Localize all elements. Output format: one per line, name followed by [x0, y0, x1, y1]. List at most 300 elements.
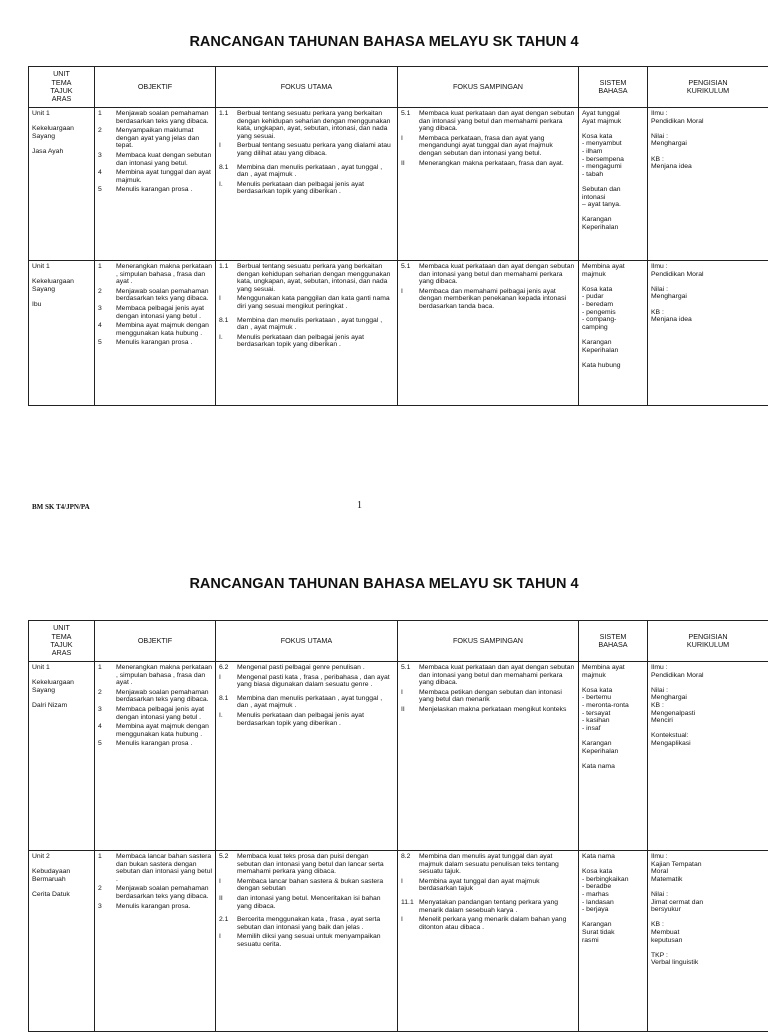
item-number: 1.1	[219, 110, 237, 140]
list-item	[98, 689, 212, 704]
table-row	[29, 108, 768, 261]
list-item	[219, 317, 394, 332]
item-number: 2	[98, 885, 116, 900]
list-item	[401, 160, 575, 168]
text-line	[582, 679, 644, 687]
item-text: Mengenal pasti kata , frasa , peribahasa , dan ayat yang biasa digunakan dalam sesuatu genre .	[237, 674, 394, 689]
text-line	[32, 883, 91, 891]
cell-unit	[29, 851, 95, 1032]
text-line: Kosa kata	[582, 286, 644, 294]
list-item	[98, 706, 212, 721]
item-number: 2	[98, 127, 116, 150]
text-line: Sebutan dan	[582, 186, 644, 194]
text-line: Kata hubung	[582, 362, 644, 370]
text-line: Menghargai	[651, 140, 765, 148]
text-line: Kajian Tempatan	[651, 861, 765, 869]
text-line: Kata nama	[582, 763, 644, 771]
text-line: KURIKULUM	[651, 87, 765, 95]
cell-pengisian	[648, 261, 768, 406]
text-line: - tersayat	[582, 710, 644, 718]
list-item	[219, 674, 394, 689]
text-line: Ilmu :	[651, 853, 765, 861]
text-line	[651, 883, 765, 891]
item-text: Memilih diksi yang sesuai untuk menyampaikan sesuatu cerita.	[237, 933, 394, 948]
text-line	[582, 914, 644, 922]
text-line: Unit 2	[32, 853, 91, 861]
text-line	[32, 140, 91, 148]
item-number: I.	[219, 712, 237, 727]
item-text: Menulis karangan prosa .	[116, 740, 212, 748]
header-sistem-bahasa	[579, 621, 648, 662]
item-number: 8.2	[401, 853, 419, 876]
item-text: Menggunakan kata panggilan dan kata ganti nama diri yang sesuai mengikut peringkat .	[237, 295, 394, 310]
plan-table-1	[28, 66, 768, 406]
cell-fokus-sampingan	[398, 662, 579, 851]
text-line: Keperihalan	[582, 748, 644, 756]
text-line: keputusan	[651, 937, 765, 945]
text-line: Sayang	[32, 687, 91, 695]
item-number: I	[401, 916, 419, 931]
list-item	[98, 127, 212, 150]
item-number: 5.1	[401, 263, 419, 286]
item-text: Membina ayat majmuk dengan menggunakan kata hubung .	[116, 723, 212, 738]
item-text: Menjawab soalan pemahaman berdasarkan teks yang dibaca.	[116, 689, 212, 704]
text-line	[582, 125, 644, 133]
item-number: 3	[98, 706, 116, 721]
footer-code: BM SK T4/JPN/PA	[32, 503, 90, 511]
list-item	[219, 164, 394, 179]
item-text: dan intonasi yang betul. Menceritakan isi bahan yang dibaca.	[237, 895, 394, 910]
header-fokus-sampingan: FOKUS SAMPINGAN	[398, 621, 579, 662]
text-line	[651, 679, 765, 687]
item-number: 3	[98, 152, 116, 167]
cell-pengisian	[648, 108, 768, 261]
text-line: – ayat tanya.	[582, 201, 644, 209]
table-header-row	[29, 621, 768, 662]
text-line	[32, 271, 91, 279]
list-item	[98, 903, 212, 911]
text-line: ARAS	[32, 95, 91, 103]
item-number: 5	[98, 186, 116, 194]
text-line: - meronta-ronta	[582, 702, 644, 710]
text-line	[651, 148, 765, 156]
item-text: Menerangkan makna perkataan , simpulan bahasa , frasa dan ayat .	[116, 263, 212, 286]
item-number: 6.2	[219, 664, 237, 672]
item-text: Menulis perkataan dan pelbagai jenis ayat berdasarkan topik yang diberikan .	[237, 181, 394, 196]
text-line: TEMA	[32, 633, 91, 641]
cell-fokus-sampingan	[398, 261, 579, 406]
header-fokus-sampingan: FOKUS SAMPINGAN	[398, 67, 579, 108]
text-line: - beredam	[582, 301, 644, 309]
text-line	[582, 732, 644, 740]
text-line: Surat tidak	[582, 929, 644, 937]
text-line: - berjaya	[582, 906, 644, 914]
header-pengisian	[648, 67, 768, 108]
text-line: Unit 1	[32, 110, 91, 118]
page-title-2: RANCANGAN TAHUNAN BAHASA MELAYU SK TAHUN 4	[0, 576, 768, 592]
list-item	[401, 706, 575, 714]
text-line: Unit 1	[32, 263, 91, 271]
cell-unit	[29, 261, 95, 406]
list-item	[98, 339, 212, 347]
text-line: Ayat majmuk	[582, 118, 644, 126]
item-number: 8.1	[219, 317, 237, 332]
text-line: Kekeluargaan	[32, 278, 91, 286]
page-title: RANCANGAN TAHUNAN BAHASA MELAYU SK TAHUN 4	[0, 34, 768, 50]
text-line: KURIKULUM	[651, 641, 765, 649]
text-line	[651, 301, 765, 309]
text-line	[582, 209, 644, 217]
text-line: - tabah	[582, 171, 644, 179]
item-text: Mengenal pasti pelbagai genre penulisan .	[237, 664, 394, 672]
text-line: - berbingkaikan	[582, 876, 644, 884]
text-line: Menciri	[651, 717, 765, 725]
cell-sistem-bahasa	[579, 662, 648, 851]
text-line: Membina ayat	[582, 263, 644, 271]
item-number: 1	[98, 110, 116, 125]
item-text: Menulis karangan prosa.	[116, 903, 212, 911]
item-number: 5.1	[401, 110, 419, 133]
item-text: Membaca kuat perkataan dan ayat dengan sebutan dan intonasi yang betul dan memahami perkara yang dibaca.	[419, 664, 575, 687]
item-number: 8.1	[219, 164, 237, 179]
text-line: camping	[582, 324, 644, 332]
list-item	[98, 186, 212, 194]
list-item	[401, 664, 575, 687]
text-line: - mengagumi	[582, 163, 644, 171]
item-text: Membaca petikan dengan sebutan dan intonasi yang betul dan menarik	[419, 689, 575, 704]
text-line: Karangan	[582, 216, 644, 224]
list-item	[401, 916, 575, 931]
text-line: - compang-	[582, 316, 644, 324]
text-line: - bersempena	[582, 156, 644, 164]
list-item	[219, 263, 394, 293]
text-line: Pendidikan Moral	[651, 118, 765, 126]
item-text: Bercerita menggunakan kata , frasa , ayat serta sebutan dan intonasi yang baik dan jelas .	[237, 916, 394, 931]
text-line: TEMA	[32, 79, 91, 87]
item-number: 8.1	[219, 695, 237, 710]
list-item	[98, 885, 212, 900]
item-text: Berbual tentang sesuatu perkara yang berkaitan dengan kehidupan seharian dengan menggunakan kata, ungkapan, ayat, sebutan, intonasi, dan nada yang sesuai.	[237, 263, 394, 293]
table-row	[29, 662, 768, 851]
item-number: I	[219, 142, 237, 157]
text-line: Kata nama	[582, 853, 644, 861]
list-item	[401, 263, 575, 286]
item-number: I	[401, 135, 419, 158]
text-line	[32, 293, 91, 301]
item-text: Menyatakan pandangan tentang perkara yang menarik dalam sesebuah karya .	[419, 899, 575, 914]
text-line: TAJUK	[32, 87, 91, 95]
item-number: 3	[98, 305, 116, 320]
item-text: Menjawab soalan pemahaman berdasarkan teks yang dibaca.	[116, 288, 212, 303]
text-line: - menyambut	[582, 140, 644, 148]
item-text: Menerangkan makna perkataan , simpulan bahasa , frasa dan ayat .	[116, 664, 212, 687]
item-text: Membina dan menulis perkataan , ayat tunggal , dan , ayat majmuk .	[237, 164, 394, 179]
list-item	[98, 740, 212, 748]
text-line: Cerita Datuk	[32, 891, 91, 899]
text-line: Keperihalan	[582, 224, 644, 232]
text-line	[582, 755, 644, 763]
header-fokus-utama: FOKUS UTAMA	[216, 621, 398, 662]
header-objektif: OBJEKTIF	[95, 67, 216, 108]
text-line	[32, 861, 91, 869]
item-text: Menjawab soalan pemahaman berdasarkan teks yang dibaca.	[116, 885, 212, 900]
item-text: Berbual tentang sesuatu perkara yang berkaitan dengan kehidupan seharian dengan menggunakan kata, ungkapan, ayat, sebutan, intonasi, dan nada yang sesuai.	[237, 110, 394, 140]
item-text: Membaca perkataan, frasa dan ayat yang mengandungi ayat tunggal dan ayat majmuk dengan sebutan dan intonasi yang betul.	[419, 135, 575, 158]
cell-unit	[29, 662, 95, 851]
list-item	[219, 110, 394, 140]
text-line: Ayat tunggal	[582, 110, 644, 118]
text-line: - ilham	[582, 148, 644, 156]
cell-sistem-bahasa	[579, 108, 648, 261]
cell-fokus-utama	[216, 851, 398, 1032]
text-line: - marhas	[582, 891, 644, 899]
list-item	[98, 152, 212, 167]
text-line: - landasan	[582, 899, 644, 907]
text-line: KB :	[651, 921, 765, 929]
item-number: 1	[98, 664, 116, 687]
text-line: Menghargai	[651, 293, 765, 301]
item-number: 3	[98, 903, 116, 911]
text-line: Matematik	[651, 876, 765, 884]
text-line: ARAS	[32, 649, 91, 657]
cell-fokus-utama	[216, 108, 398, 261]
list-item	[219, 878, 394, 893]
text-line: Menjana idea	[651, 163, 765, 171]
cell-fokus-sampingan	[398, 851, 579, 1032]
item-text: Membaca dan memahami pelbagai jenis ayat dengan memberikan penekanan kepada intonasi berdasarkan tanda baca.	[419, 288, 575, 311]
list-item	[219, 142, 394, 157]
list-item	[98, 322, 212, 337]
header-unit	[29, 67, 95, 108]
list-item	[98, 169, 212, 184]
item-text: Membina dan menulis ayat tunggal dan ayat majmuk dalam sesuatu penulisan teks tentang sesuatu tajuk.	[419, 853, 575, 876]
header-pengisian	[648, 621, 768, 662]
text-line: Menghargai	[651, 694, 765, 702]
item-number: 5	[98, 740, 116, 748]
text-line	[651, 278, 765, 286]
list-item	[401, 288, 575, 311]
page-number: 1	[357, 500, 362, 511]
text-line: TAJUK	[32, 641, 91, 649]
text-line: UNIT	[32, 624, 91, 632]
cell-fokus-utama	[216, 261, 398, 406]
text-line: Kontekstual:	[651, 732, 765, 740]
item-text: Membina dan menulis perkataan , ayat tunggal , dan , ayat majmuk .	[237, 695, 394, 710]
item-text: Membaca lancar bahan sastera dan bukan sastera dengan sebutan dan intonasi yang betul .	[116, 853, 212, 883]
item-text: Membaca pelbagai jenis ayat dengan intonasi yang betul .	[116, 305, 212, 320]
list-item	[98, 853, 212, 883]
text-line: - pudar	[582, 293, 644, 301]
item-number: 4	[98, 322, 116, 337]
item-number: 5.2	[219, 853, 237, 876]
table-row	[29, 261, 768, 406]
text-line: Pendidikan Moral	[651, 672, 765, 680]
text-line	[32, 118, 91, 126]
list-item	[219, 695, 394, 710]
list-item	[219, 853, 394, 876]
text-line: Kekeluargaan	[32, 679, 91, 687]
table-header-row	[29, 67, 768, 108]
cell-sistem-bahasa	[579, 851, 648, 1032]
text-line	[582, 354, 644, 362]
text-line: TKP :	[651, 952, 765, 960]
list-item	[219, 664, 394, 672]
item-number: I	[219, 878, 237, 893]
list-item	[98, 305, 212, 320]
item-text: Menulis perkataan dan pelbagai jenis ayat berdasarkan topik yang diberikan .	[237, 334, 394, 349]
list-item	[98, 263, 212, 286]
text-line: - bertemu	[582, 694, 644, 702]
cell-unit	[29, 108, 95, 261]
item-text: Menulis karangan prosa .	[116, 339, 212, 347]
text-line: Karangan	[582, 921, 644, 929]
plan-table-2	[28, 620, 768, 1032]
list-item	[401, 853, 575, 876]
item-number: 5	[98, 339, 116, 347]
list-item	[219, 295, 394, 310]
list-item	[219, 895, 394, 910]
item-number: 1	[98, 853, 116, 883]
text-line: Sayang	[32, 133, 91, 141]
text-line: Nilai :	[651, 891, 765, 899]
text-line	[32, 694, 91, 702]
header-fokus-utama: FOKUS UTAMA	[216, 67, 398, 108]
text-line: Ilmu :	[651, 110, 765, 118]
item-number: I	[401, 878, 419, 893]
text-line: Pendidikan Moral	[651, 271, 765, 279]
header-unit	[29, 621, 95, 662]
text-line: - pengemis	[582, 309, 644, 317]
list-item	[219, 916, 394, 931]
list-item	[401, 899, 575, 914]
list-item	[98, 110, 212, 125]
text-line: UNIT	[32, 70, 91, 78]
text-line: Ilmu :	[651, 664, 765, 672]
item-text: Membina ayat majmuk dengan menggunakan kata hubung .	[116, 322, 212, 337]
item-text: Membina ayat tunggal dan ayat majmuk berdasarkan tajuk	[419, 878, 575, 893]
list-item	[98, 664, 212, 687]
text-line: Menjana idea	[651, 316, 765, 324]
item-number: I	[219, 933, 237, 948]
text-line: Karangan	[582, 339, 644, 347]
text-line: majmuk	[582, 271, 644, 279]
list-item	[401, 878, 575, 893]
text-line: Nilai :	[651, 687, 765, 695]
cell-sistem-bahasa	[579, 261, 648, 406]
item-text: Menelit perkara yang menarik dalam bahan yang ditonton atau dibaca .	[419, 916, 575, 931]
cell-fokus-sampingan	[398, 108, 579, 261]
item-text: Membina ayat tunggal dan ayat majmuk.	[116, 169, 212, 184]
item-text: Membaca kuat perkataan dan ayat dengan sebutan dan intonasi yang betul dan memahami perkara yang dibaca.	[419, 110, 575, 133]
list-item	[98, 723, 212, 738]
list-item	[219, 933, 394, 948]
text-line: Ibu	[32, 301, 91, 309]
text-line: Membuat	[651, 929, 765, 937]
item-number: 11.1	[401, 899, 419, 914]
text-line: Membina ayat	[582, 664, 644, 672]
text-line: Unit 1	[32, 664, 91, 672]
text-line: Sayang	[32, 286, 91, 294]
text-line: - insaf	[582, 725, 644, 733]
text-line: KB :	[651, 156, 765, 164]
text-line: PENGISIAN	[651, 633, 765, 641]
item-text: Menulis perkataan dan pelbagai jenis ayat berdasarkan topik yang diberikan .	[237, 712, 394, 727]
text-line: KB :	[651, 309, 765, 317]
cell-objektif	[95, 662, 216, 851]
text-line: - beradbe	[582, 883, 644, 891]
text-line: Kekeluargaan	[32, 125, 91, 133]
list-item	[401, 689, 575, 704]
item-number: II	[401, 706, 419, 714]
text-line: rasmi	[582, 937, 644, 945]
text-line: Bermaruah	[32, 876, 91, 884]
item-text: Membina dan menulis perkataan , ayat tunggal , dan , ayat majmuk .	[237, 317, 394, 332]
list-item	[219, 334, 394, 349]
item-number: 5.1	[401, 664, 419, 687]
item-number: I	[401, 288, 419, 311]
cell-pengisian	[648, 662, 768, 851]
text-line: Keperihalan	[582, 347, 644, 355]
item-text: Membaca pelbagai jenis ayat dengan intonasi yang betul .	[116, 706, 212, 721]
text-line: Verbal linguistik	[651, 959, 765, 967]
text-line: Jimat cermat dan	[651, 899, 765, 907]
item-number: 1	[98, 263, 116, 286]
text-line	[651, 125, 765, 133]
list-item	[401, 135, 575, 158]
list-item	[401, 110, 575, 133]
item-number: I	[401, 689, 419, 704]
text-line: bersyukur	[651, 906, 765, 914]
text-line	[651, 725, 765, 733]
text-line: SISTEM	[582, 633, 644, 641]
item-number: 4	[98, 169, 116, 184]
text-line: Dalri Nizam	[32, 702, 91, 710]
table-row	[29, 851, 768, 1032]
text-line	[582, 331, 644, 339]
item-text: Berbual tentang sesuatu perkara yang dialami atau yang dilihat atau yang dibaca.	[237, 142, 394, 157]
text-line: Jasa Ayah	[32, 148, 91, 156]
item-number: 1.1	[219, 263, 237, 293]
text-line: Nilai :	[651, 286, 765, 294]
text-line	[651, 944, 765, 952]
list-item	[219, 712, 394, 727]
text-line	[582, 178, 644, 186]
text-line: Mengenalpasti	[651, 710, 765, 718]
text-line: Karangan	[582, 740, 644, 748]
item-text: Menyampaikan maklumat dengan ayat yang jelas dan tepat.	[116, 127, 212, 150]
text-line: BAHASA	[582, 641, 644, 649]
item-number: II	[219, 895, 237, 910]
item-text: Membaca kuat dengan sebutan dan intonasi yang betul.	[116, 152, 212, 167]
text-line: - kasihan	[582, 717, 644, 725]
item-number: 2	[98, 288, 116, 303]
text-line	[651, 914, 765, 922]
cell-fokus-utama	[216, 662, 398, 851]
text-line: Kebudayaan	[32, 868, 91, 876]
text-line	[32, 672, 91, 680]
text-line: majmuk	[582, 672, 644, 680]
item-text: Membaca kuat teks prosa dan puisi dengan sebutan dan intonasi yang betul dan lancar serta memahami perkara yang dibaca.	[237, 853, 394, 876]
item-number: 2.1	[219, 916, 237, 931]
item-number: 4	[98, 723, 116, 738]
cell-pengisian	[648, 851, 768, 1032]
text-line: PENGISIAN	[651, 79, 765, 87]
cell-objektif	[95, 108, 216, 261]
item-number: I	[219, 674, 237, 689]
item-number: I.	[219, 334, 237, 349]
text-line	[582, 861, 644, 869]
text-line: KB :	[651, 702, 765, 710]
